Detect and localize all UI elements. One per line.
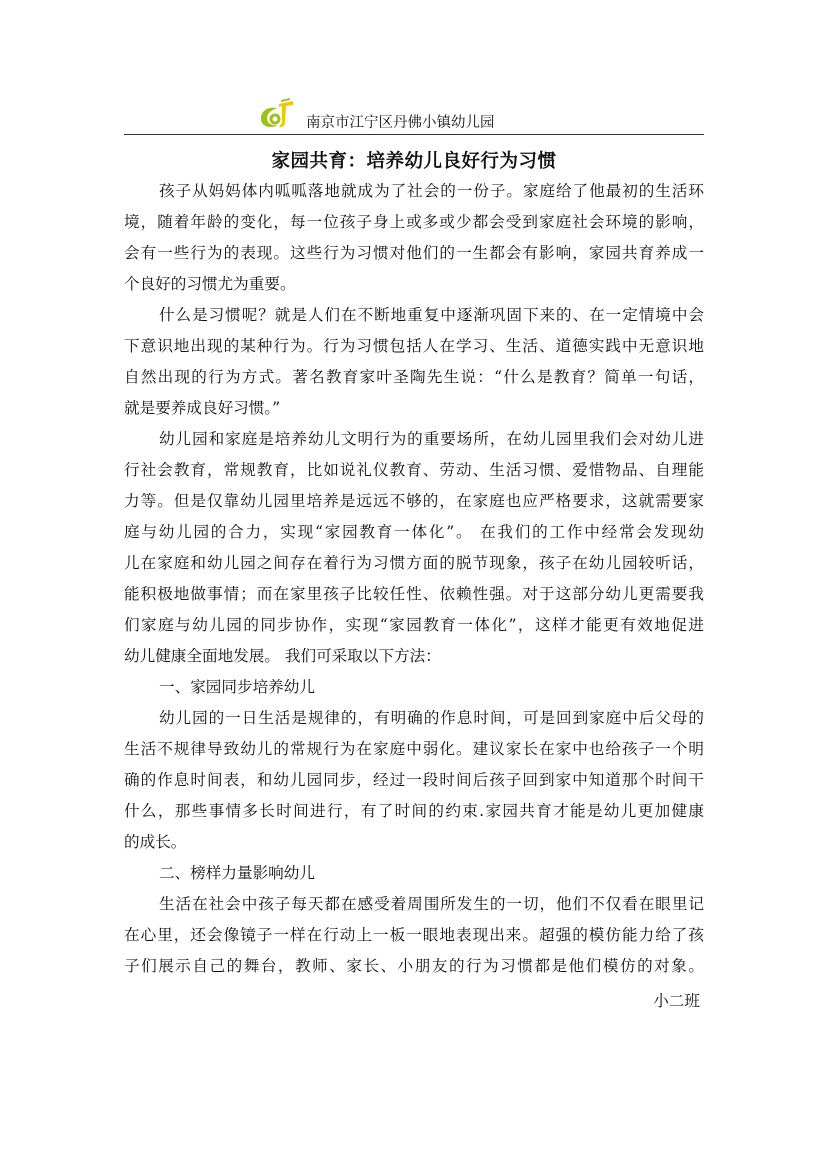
text-line: 孩子从妈妈体内呱呱落地就成为了社会的一份子。家庭给了他最初的生活环	[159, 182, 704, 200]
section-heading: 一、家园同步培养幼儿	[159, 678, 315, 696]
text-line: 什么是习惯呢？就是人们在不断地重复中逐渐巩固下来的、在一定情境中会	[159, 306, 704, 324]
text-line: 能积极地做事情；而在家里孩子比较任性、依赖性强。对于这部分幼儿更需要我	[124, 585, 704, 603]
text-line: 幼儿健康全面地发展。 我们可采取以下方法：	[124, 647, 441, 665]
text-line: 会有一些行为的表现。这些行为习惯对他们的一生都会有影响，家园共育养成一	[124, 244, 704, 262]
text-line: 什么，那些事情多长时间进行，有了时间的约束.家园共育才能是幼儿更加健康	[124, 802, 704, 820]
text-line: 个良好的习惯尤为重要。	[124, 275, 296, 293]
text-line: 生活不规律导致幼儿的常规行为在家庭中弱化。建议家长在家中也给孩子一个明	[124, 740, 704, 758]
signature: 小二班	[653, 992, 700, 1010]
text-line: 子们展示自己的舞台，教师、家长、小朋友的行为习惯都是他们模仿的对象。	[124, 957, 704, 975]
text-line: 幼儿园和家庭是培养幼儿文明行为的重要场所，在幼儿园里我们会对幼儿进	[159, 430, 704, 448]
section-heading: 二、榜样力量影响幼儿	[159, 864, 315, 882]
text-line: 境，随着年龄的变化，每一位孩子身上或多或少都会受到家庭社会环境的影响，	[124, 213, 704, 231]
text-line: 行社会教育，常规教育，比如说礼仪教育、劳动、生活习惯、爱惜物品、自理能	[124, 461, 704, 479]
text-line: 力等。但是仅靠幼儿园里培养是远远不够的，在家庭也应严格要求，这就需要家	[124, 492, 704, 510]
text-line: 确的作息时间表，和幼儿园同步，经过一段时间后孩子回到家中知道那个时间干	[124, 771, 704, 789]
text-line: 儿在家庭和幼儿园之间存在着行为习惯方面的脱节现象，孩子在幼儿园较听话，	[124, 554, 704, 572]
text-line: 的成长。	[124, 833, 187, 851]
text-line: 就是要养成良好习惯。”	[124, 399, 281, 417]
document-title: 家园共育：培养幼儿良好行为习惯	[271, 151, 557, 172]
text-line: 幼儿园的一日生活是规律的，有明确的作息时间，可是回到家庭中后父母的	[159, 709, 704, 727]
text-line: 们家庭与幼儿园的同步协作，实现“家园教育一体化”，这样才能更有效地促进	[124, 616, 704, 634]
page-header	[124, 98, 704, 135]
text-line: 在心里，还会像镜子一样在行动上一板一眼地表现出来。超强的模仿能力给了孩	[124, 926, 704, 944]
text-line: 自然出现的行为方式。著名教育家叶圣陶先生说：“什么是教育？简单一句话，	[124, 368, 704, 386]
text-line: 生活在社会中孩子每天都在感受着周围所发生的一切，他们不仅看在眼里记	[159, 895, 704, 913]
school-logo-icon	[255, 98, 301, 130]
text-line: 庭与幼儿园的合力，实现“家园教育一体化”。 在我们的工作中经常会发现幼	[124, 523, 704, 541]
school-name: 南京市江宁区丹佛小镇幼儿园	[306, 115, 495, 131]
text-line: 下意识地出现的某种行为。行为习惯包括人在学习、生活、道德实践中无意识地	[124, 337, 704, 355]
